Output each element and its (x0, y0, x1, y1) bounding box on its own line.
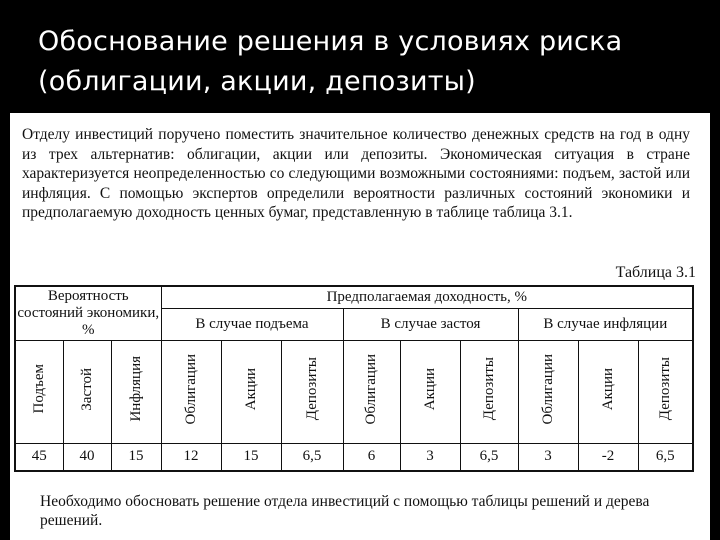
table-cell: 6,5 (281, 443, 343, 471)
yield-header: Предполагаемая доходность, % (161, 286, 693, 308)
document-page (10, 113, 710, 540)
table-cell: 15 (111, 443, 161, 471)
table-cell: 45 (15, 443, 63, 471)
col-growth-deposits: Депозиты (281, 340, 343, 443)
table-cell: 40 (63, 443, 111, 471)
col-inflation-deposits: Депозиты (638, 340, 693, 443)
col-inflation-probability: Инфляция (111, 340, 161, 443)
yield-table (14, 285, 694, 472)
table-cell: 12 (161, 443, 221, 471)
col-inflation-stocks: Акции (578, 340, 638, 443)
col-growth-stocks: Акции (221, 340, 281, 443)
scenario-inflation-header: В случае инфляции (518, 308, 693, 340)
table-cell: 3 (518, 443, 578, 471)
table-caption: Таблица 3.1 (615, 264, 696, 281)
col-stagnation-probability: Застой (63, 340, 111, 443)
table-cell: 3 (400, 443, 460, 471)
col-inflation-bonds: Облигации (518, 340, 578, 443)
scenario-growth-header: В случае подъема (161, 308, 343, 340)
table-cell: -2 (578, 443, 638, 471)
col-growth-bonds: Облигации (161, 340, 221, 443)
col-stagnation-bonds: Облигации (343, 340, 400, 443)
table-cell: 6 (343, 443, 400, 471)
probability-header: Вероятность состояний экономики, % (15, 286, 161, 340)
col-growth-probability: Подъем (15, 340, 63, 443)
slide-title: Обоснование решения в условиях риска (облигации, акции, депозиты) (38, 26, 623, 97)
col-stagnation-stocks: Акции (400, 340, 460, 443)
table-row (15, 443, 693, 471)
table-cell: 6,5 (638, 443, 693, 471)
col-stagnation-deposits: Депозиты (460, 340, 518, 443)
conclusion-paragraph: Необходимо обосновать решение отдела инвестиций с помощью таблицы решений и дерева решений. (40, 493, 650, 529)
table-cell: 6,5 (460, 443, 518, 471)
intro-paragraph: Отделу инвестиций поручено поместить значительное количество денежных средств на год в одну из трех альтернатив: облигации, акции или депозиты. Экономическая ситуация в стране характеризуется неопределенностью со следующими возможными состояниями: подъем, застой или инфляция. С помощью экспертов определили вероятности различных состояний экономики и предполагаемую доходность ценных бумаг, представленную в таблице таблица 3.1. (22, 126, 690, 222)
table-cell: 15 (221, 443, 281, 471)
scenario-stagnation-header: В случае застоя (343, 308, 518, 340)
